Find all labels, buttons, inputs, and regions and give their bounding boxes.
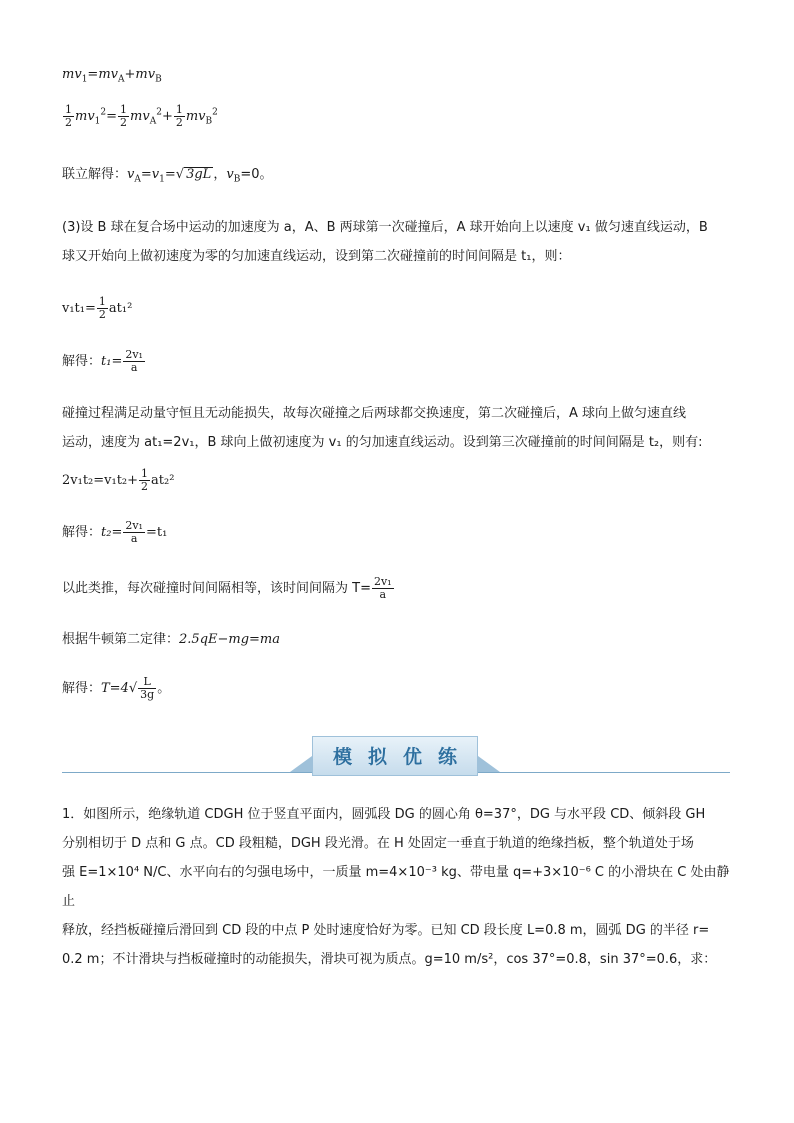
solution-t2: 解得：t₂= $\frac{\text{2v₁}}{a}$ =t₁	[62, 519, 168, 545]
newton-law-line: 根据牛顿第二定律：2.5qE−mg=ma	[62, 632, 281, 647]
period-inference: 以此类推，每次碰撞时间间隔相等，该时间间隔为 T= $\frac{\text{2v₁}}{a}$	[62, 575, 392, 601]
equation-t2: 2v₁t₂=v₁t₂+ $\frac{1}{2}$ at₂²	[62, 467, 175, 493]
collision-paragraph: 碰撞过程满足动量守恒且无动能损失，故每次碰撞之后两球都交换速度，第二次碰撞后，A 球向上做匀速直线 运动，速度为 at₁=2v₁，B 球向上做初速度为 v₁ 的匀加速直线运动。设到第三次碰撞前的时间间隔是 t₂，则有:	[62, 406, 703, 450]
momentum-equation: $mv_1=mv_A+mv_B$	[62, 67, 162, 85]
part3-paragraph: (3)设 B 球在复合场中运动的加速度为 a，A、B 两球第一次碰撞后，A 球开始向上以速度 v₁ 做匀速直线运动，B 球又开始向上做初速度为零的匀加速直线运动，设到第二次碰撞前的时间间隔是 t₁，则：	[62, 220, 708, 264]
equation-t1: v₁t₁= $\frac{1}{2}$ at₁²	[62, 295, 133, 321]
energy-equation: $\frac{1}{2}$ $mv_1^2=$ $\frac{1}{2}$ $mv_A^2+$ $\frac{1}{2}$ $mv_B^2$	[65, 103, 218, 129]
banner-right-wing	[478, 756, 500, 772]
section-title: 模拟优练	[332, 746, 473, 768]
solution-period: 解得：T=4√ $\frac{L}{3g}$ 。	[62, 675, 171, 701]
practice-problem-1: 1．如图所示，绝缘轨道 CDGH 位于竖直平面内，圆弧段 DG 的圆心角 θ=37°，DG 与水平段 CD、倾斜段 GH 分别相切于 D 点和 G 点。CD 段粗糙，DGH 段光滑。在 H 处固定一垂直于轨道的绝缘挡板，整个轨道处于场 强 E=1×10⁴ N/C、水平向右的匀强电场中，一质量 m=4×10⁻³ kg、带电量 q=+3×10⁻⁶ C 的小滑块在 C 处由静止 释放，经挡板碰撞后滑回到 CD 段的中点 P 处时速度恰好为零。已知 CD 段长度 L=0.8 m，圆弧 DG 的半径 r= 0.2 m；不计滑块与挡板碰撞时的动能损失，滑块可视为质点。g=10 m/s²，cos 37°=0.8，sin 37°=0.6，求：	[62, 807, 730, 967]
section-banner	[290, 736, 500, 776]
banner-left-wing	[290, 756, 312, 772]
solution-line-1: 联立解得：$v_A=v_1=√$ 3gL ，$v_B=0$。	[62, 167, 273, 185]
solution-t1: 解得：t₁= $\frac{\text{2v₁}}{a}$	[62, 348, 143, 374]
banner-box	[312, 736, 478, 776]
